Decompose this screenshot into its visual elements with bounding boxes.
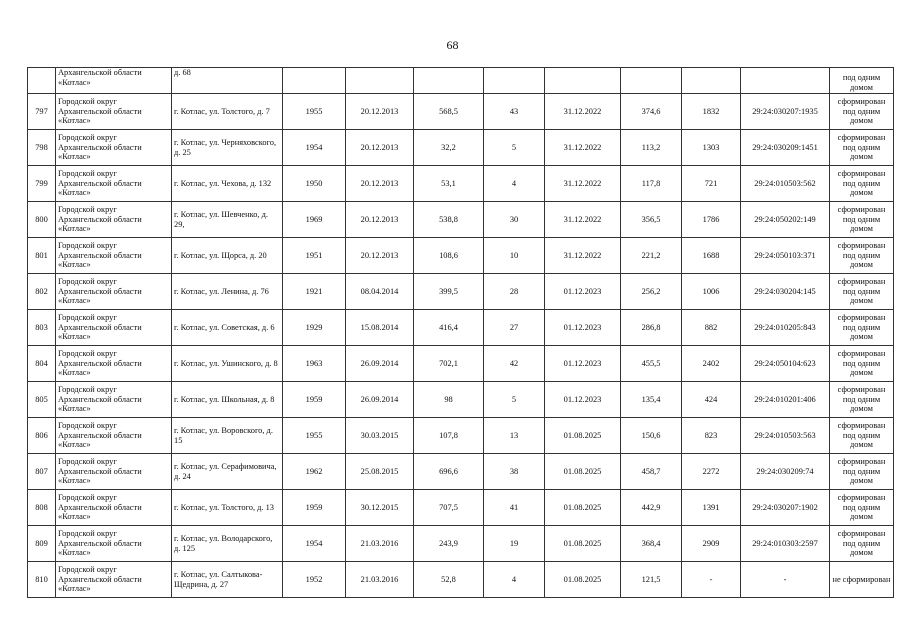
row-number-cell: 799 — [28, 166, 56, 202]
area-cell: 107,8 — [414, 418, 484, 454]
cost-cell: 424 — [682, 382, 741, 418]
cost-cell: 823 — [682, 418, 741, 454]
residents-cell: 42 — [484, 346, 545, 382]
municipality-cell: Городской округ Архангельской области «Котлас» — [56, 454, 172, 490]
date-resettle-cell: 01.08.2025 — [545, 490, 621, 526]
municipality-cell: Городской округ Архангельской области «Котлас» — [56, 238, 172, 274]
date-recognized-cell: 21.03.2016 — [346, 562, 414, 598]
resettle-area-cell: 150,6 — [621, 418, 682, 454]
row-number-cell: 800 — [28, 202, 56, 238]
residents-cell: 38 — [484, 454, 545, 490]
year-cell: 1959 — [283, 490, 346, 526]
cadastral-cell: 29:24:050202:149 — [741, 202, 830, 238]
table-row — [28, 310, 894, 346]
date-resettle-cell: 01.08.2025 — [545, 562, 621, 598]
residents-cell: 19 — [484, 526, 545, 562]
date-resettle-cell: 01.08.2025 — [545, 454, 621, 490]
date-recognized-cell: 26.09.2014 — [346, 346, 414, 382]
municipality-cell: Городской округ Архангельской области «Котлас» — [56, 94, 172, 130]
resettle-area-cell: 442,9 — [621, 490, 682, 526]
resettle-area-cell: 221,2 — [621, 238, 682, 274]
status-cell: сформирован под одним домом — [830, 382, 894, 418]
area-cell: 707,5 — [414, 490, 484, 526]
year-cell — [283, 68, 346, 94]
cadastral-cell: 29:24:010303:2597 — [741, 526, 830, 562]
date-recognized-cell: 20.12.2013 — [346, 94, 414, 130]
date-recognized-cell: 20.12.2013 — [346, 202, 414, 238]
residents-cell: 4 — [484, 166, 545, 202]
address-cell: г. Котлас, ул. Ушинского, д. 8 — [172, 346, 283, 382]
cost-cell: 721 — [682, 166, 741, 202]
municipality-cell: Городской округ Архангельской области «Котлас» — [56, 526, 172, 562]
year-cell: 1962 — [283, 454, 346, 490]
status-cell: сформирован под одним домом — [830, 454, 894, 490]
resettle-area-cell: 286,8 — [621, 310, 682, 346]
table-row — [28, 562, 894, 598]
date-recognized-cell: 15.08.2014 — [346, 310, 414, 346]
status-cell: сформирован под одним домом — [830, 202, 894, 238]
cost-cell: 2272 — [682, 454, 741, 490]
resettle-area-cell: 356,5 — [621, 202, 682, 238]
housing-registry-table — [27, 67, 894, 598]
row-number-cell: 802 — [28, 274, 56, 310]
address-cell: г. Котлас, ул. Школьная, д. 8 — [172, 382, 283, 418]
address-cell: д. 68 — [172, 68, 283, 94]
page-number: 68 — [446, 38, 459, 52]
cadastral-cell: 29:24:010503:562 — [741, 166, 830, 202]
municipality-cell: Городской округ Архангельской области «Котлас» — [56, 490, 172, 526]
date-recognized-cell: 21.03.2016 — [346, 526, 414, 562]
resettle-area-cell — [621, 68, 682, 94]
cost-cell: 2402 — [682, 346, 741, 382]
year-cell: 1921 — [283, 274, 346, 310]
cost-cell — [682, 68, 741, 94]
status-cell: сформирован под одним домом — [830, 238, 894, 274]
cost-cell: - — [682, 562, 741, 598]
area-cell: 52,8 — [414, 562, 484, 598]
date-resettle-cell: 31.12.2022 — [545, 130, 621, 166]
residents-cell: 13 — [484, 418, 545, 454]
cost-cell: 1006 — [682, 274, 741, 310]
date-resettle-cell: 31.12.2022 — [545, 238, 621, 274]
area-cell: 399,5 — [414, 274, 484, 310]
municipality-cell: Городской округ Архангельской области «Котлас» — [56, 418, 172, 454]
year-cell: 1950 — [283, 166, 346, 202]
year-cell: 1929 — [283, 310, 346, 346]
resettle-area-cell: 458,7 — [621, 454, 682, 490]
year-cell: 1951 — [283, 238, 346, 274]
table-row — [28, 202, 894, 238]
date-recognized-cell: 20.12.2013 — [346, 166, 414, 202]
municipality-cell: Архангельской области «Котлас» — [56, 68, 172, 94]
date-resettle-cell: 01.08.2025 — [545, 526, 621, 562]
table-row — [28, 238, 894, 274]
cadastral-cell: 29:24:030207:1902 — [741, 490, 830, 526]
address-cell: г. Котлас, ул. Толстого, д. 7 — [172, 94, 283, 130]
row-number-cell: 797 — [28, 94, 56, 130]
cadastral-cell: 29:24:030209:1451 — [741, 130, 830, 166]
year-cell: 1954 — [283, 130, 346, 166]
status-cell: не сформирован — [830, 562, 894, 598]
status-cell: сформирован под одним домом — [830, 130, 894, 166]
residents-cell: 27 — [484, 310, 545, 346]
residents-cell: 28 — [484, 274, 545, 310]
cadastral-cell: - — [741, 562, 830, 598]
municipality-cell: Городской округ Архангельской области «Котлас» — [56, 274, 172, 310]
status-cell: сформирован под одним домом — [830, 274, 894, 310]
status-cell: сформирован под одним домом — [830, 94, 894, 130]
cost-cell: 1303 — [682, 130, 741, 166]
date-resettle-cell: 31.12.2022 — [545, 166, 621, 202]
status-cell: сформирован под одним домом — [830, 490, 894, 526]
residents-cell — [484, 68, 545, 94]
cost-cell: 2909 — [682, 526, 741, 562]
row-number-cell: 810 — [28, 562, 56, 598]
cadastral-cell — [741, 68, 830, 94]
cadastral-cell: 29:24:010201:406 — [741, 382, 830, 418]
row-number-cell: 808 — [28, 490, 56, 526]
municipality-cell: Городской округ Архангельской области «Котлас» — [56, 346, 172, 382]
date-recognized-cell: 30.03.2015 — [346, 418, 414, 454]
date-resettle-cell: 31.12.2022 — [545, 202, 621, 238]
status-cell: сформирован под одним домом — [830, 346, 894, 382]
area-cell: 568,5 — [414, 94, 484, 130]
status-cell: под одним домом — [830, 68, 894, 94]
cost-cell: 1832 — [682, 94, 741, 130]
date-recognized-cell: 08.04.2014 — [346, 274, 414, 310]
resettle-area-cell: 368,4 — [621, 526, 682, 562]
cost-cell: 882 — [682, 310, 741, 346]
area-cell: 108,6 — [414, 238, 484, 274]
cost-cell: 1688 — [682, 238, 741, 274]
table-row — [28, 274, 894, 310]
table-row — [28, 418, 894, 454]
table-row — [28, 526, 894, 562]
address-cell: г. Котлас, ул. Чехова, д. 132 — [172, 166, 283, 202]
year-cell: 1955 — [283, 418, 346, 454]
resettle-area-cell: 117,8 — [621, 166, 682, 202]
date-resettle-cell: 31.12.2022 — [545, 94, 621, 130]
year-cell: 1952 — [283, 562, 346, 598]
area-cell: 696,6 — [414, 454, 484, 490]
table-row — [28, 346, 894, 382]
area-cell: 53,1 — [414, 166, 484, 202]
date-recognized-cell: 20.12.2013 — [346, 130, 414, 166]
resettle-area-cell: 135,4 — [621, 382, 682, 418]
residents-cell: 43 — [484, 94, 545, 130]
table-row — [28, 454, 894, 490]
row-number-cell: 809 — [28, 526, 56, 562]
address-cell: г. Котлас, ул. Володарского, д. 125 — [172, 526, 283, 562]
area-cell: 416,4 — [414, 310, 484, 346]
date-recognized-cell: 26.09.2014 — [346, 382, 414, 418]
date-resettle-cell: 01.12.2023 — [545, 274, 621, 310]
date-resettle-cell: 01.12.2023 — [545, 310, 621, 346]
address-cell: г. Котлас, ул. Черняховского, д. 25 — [172, 130, 283, 166]
address-cell: г. Котлас, ул. Воровского, д. 15 — [172, 418, 283, 454]
year-cell: 1954 — [283, 526, 346, 562]
residents-cell: 30 — [484, 202, 545, 238]
address-cell: г. Котлас, ул. Толстого, д. 13 — [172, 490, 283, 526]
area-cell: 32,2 — [414, 130, 484, 166]
address-cell: г. Котлас, ул. Серафимовича, д. 24 — [172, 454, 283, 490]
table-row — [28, 166, 894, 202]
municipality-cell: Городской округ Архангельской области «Котлас» — [56, 562, 172, 598]
resettle-area-cell: 455,5 — [621, 346, 682, 382]
year-cell: 1955 — [283, 94, 346, 130]
table-row — [28, 130, 894, 166]
residents-cell: 41 — [484, 490, 545, 526]
address-cell: г. Котлас, ул. Советская, д. 6 — [172, 310, 283, 346]
area-cell: 98 — [414, 382, 484, 418]
address-cell: г. Котлас, ул. Ленина, д. 76 — [172, 274, 283, 310]
address-cell: г. Котлас, ул. Шевченко, д. 29, — [172, 202, 283, 238]
cost-cell: 1786 — [682, 202, 741, 238]
row-number-cell: 806 — [28, 418, 56, 454]
resettle-area-cell: 256,2 — [621, 274, 682, 310]
row-number-cell: 803 — [28, 310, 56, 346]
residents-cell: 5 — [484, 130, 545, 166]
municipality-cell: Городской округ Архангельской области «Котлас» — [56, 130, 172, 166]
resettle-area-cell: 113,2 — [621, 130, 682, 166]
cadastral-cell: 29:24:010205:843 — [741, 310, 830, 346]
date-recognized-cell: 20.12.2013 — [346, 238, 414, 274]
cadastral-cell: 29:24:010503:563 — [741, 418, 830, 454]
status-cell: сформирован под одним домом — [830, 166, 894, 202]
date-recognized-cell: 30.12.2015 — [346, 490, 414, 526]
resettle-area-cell: 374,6 — [621, 94, 682, 130]
cadastral-cell: 29:24:030209:74 — [741, 454, 830, 490]
address-cell: г. Котлас, ул. Салтыкова-Щедрина, д. 27 — [172, 562, 283, 598]
row-number-cell: 807 — [28, 454, 56, 490]
table-body — [28, 68, 894, 598]
row-number-cell: 801 — [28, 238, 56, 274]
municipality-cell: Городской округ Архангельской области «Котлас» — [56, 310, 172, 346]
row-number-cell — [28, 68, 56, 94]
status-cell: сформирован под одним домом — [830, 526, 894, 562]
date-recognized-cell: 25.08.2015 — [346, 454, 414, 490]
row-number-cell: 804 — [28, 346, 56, 382]
date-resettle-cell: 01.12.2023 — [545, 346, 621, 382]
table-row-continued — [28, 68, 894, 94]
cadastral-cell: 29:24:050104:623 — [741, 346, 830, 382]
date-resettle-cell: 01.12.2023 — [545, 382, 621, 418]
status-cell: сформирован под одним домом — [830, 418, 894, 454]
date-resettle-cell — [545, 68, 621, 94]
status-cell: сформирован под одним домом — [830, 310, 894, 346]
municipality-cell: Городской округ Архангельской области «Котлас» — [56, 202, 172, 238]
table-row — [28, 382, 894, 418]
year-cell: 1963 — [283, 346, 346, 382]
residents-cell: 10 — [484, 238, 545, 274]
area-cell — [414, 68, 484, 94]
area-cell: 538,8 — [414, 202, 484, 238]
row-number-cell: 798 — [28, 130, 56, 166]
cadastral-cell: 29:24:030204:145 — [741, 274, 830, 310]
municipality-cell: Городской округ Архангельской области «Котлас» — [56, 166, 172, 202]
resettle-area-cell: 121,5 — [621, 562, 682, 598]
area-cell: 702,1 — [414, 346, 484, 382]
residents-cell: 4 — [484, 562, 545, 598]
year-cell: 1959 — [283, 382, 346, 418]
cadastral-cell: 29:24:030207:1935 — [741, 94, 830, 130]
area-cell: 243,9 — [414, 526, 484, 562]
municipality-cell: Городской округ Архангельской области «Котлас» — [56, 382, 172, 418]
table-row — [28, 490, 894, 526]
address-cell: г. Котлас, ул. Щорса, д. 20 — [172, 238, 283, 274]
date-recognized-cell — [346, 68, 414, 94]
residents-cell: 5 — [484, 382, 545, 418]
year-cell: 1969 — [283, 202, 346, 238]
date-resettle-cell: 01.08.2025 — [545, 418, 621, 454]
row-number-cell: 805 — [28, 382, 56, 418]
cost-cell: 1391 — [682, 490, 741, 526]
table-row — [28, 94, 894, 130]
cadastral-cell: 29:24:050103:371 — [741, 238, 830, 274]
